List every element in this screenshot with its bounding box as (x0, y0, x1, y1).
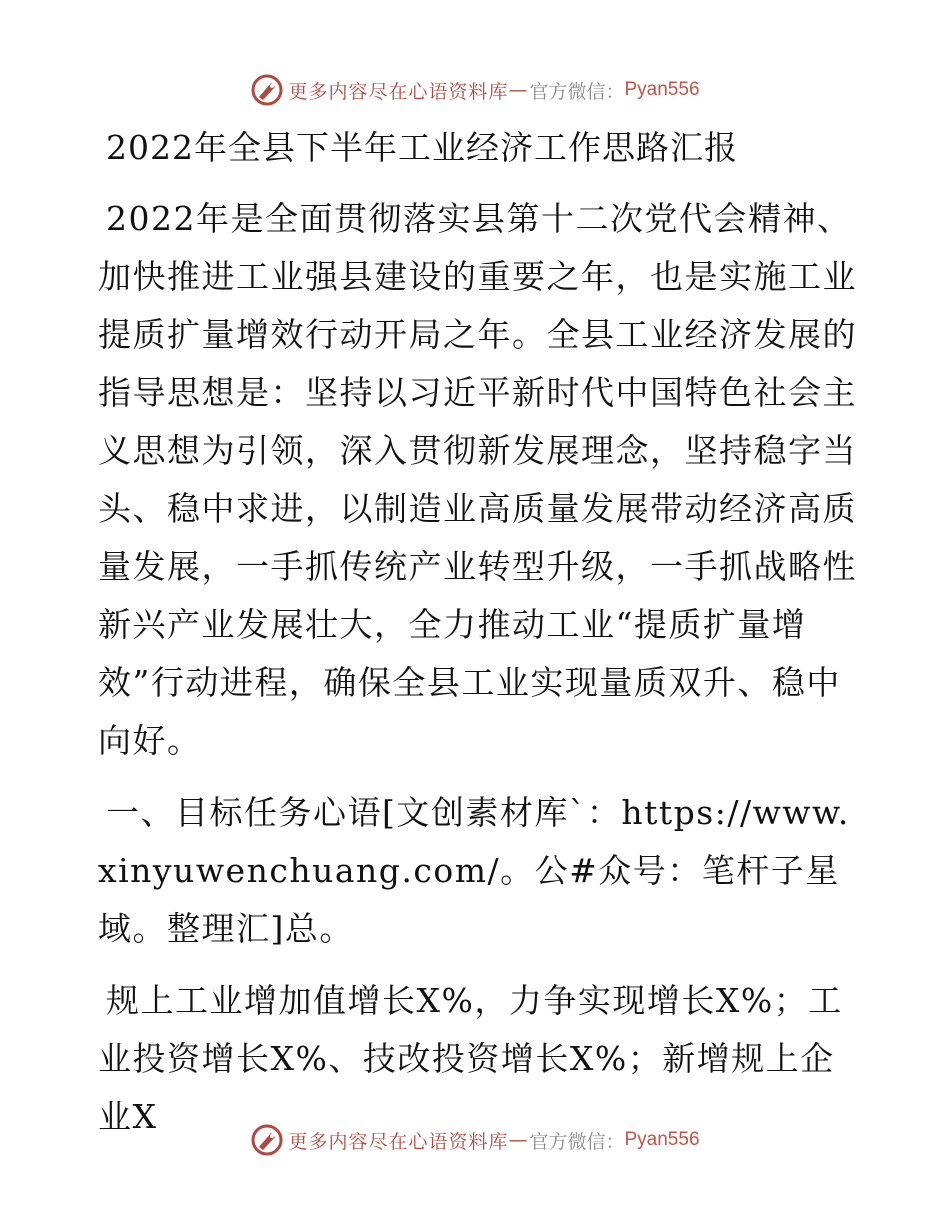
watermark-wechat-id: Pyan556 (624, 79, 700, 100)
watermark-banner-bottom (0, 1120, 950, 1160)
paragraph-intro: 2022年是全面贯彻落实县第十二次党代会精神、加快推进工业强县建设的重要之年，也是实施工业提质扩量增效行动开局之年。全县工业经济发展的指导思想是：坚持以习近平新时代中国特色社会主义思想为引领，深入贯彻新发展理念，坚持稳字当头、稳中求进，以制造业高质量发展带动经济高质量发展，一手抓传统产业转型升级，一手抓战略性新兴产业发展壮大，全力推动工业“提质扩量增效”行动进程，确保全县工业实现量质双升、稳中向好。 (98, 199, 857, 760)
pen-nib-logo-icon (250, 73, 284, 107)
document-title: 2022年全县下半年工业经济工作思路汇报 (106, 128, 738, 167)
watermark-wechat-id: Pyan556 (624, 1129, 700, 1150)
paragraph-targets: 规上工业增加值增长X%，力争实现增长X%；工业投资增长X%、技改投资增长X%；新增规上企业X (98, 981, 843, 1136)
pen-nib-logo-icon (250, 1123, 284, 1157)
watermark-banner-top (0, 70, 950, 110)
document-body (98, 122, 858, 1160)
paragraph-section-heading: 一、目标任务心语[文创素材库`：https://www.xinyuwenchuang.com/。公#众号：笔杆子星域。整理汇]总。 (98, 793, 850, 948)
watermark-site-text: 更多内容尽在心语资料库 (288, 1130, 509, 1153)
watermark-wechat-label: 官方微信： (529, 1130, 625, 1153)
watermark-separator: — (508, 1129, 528, 1151)
watermark-wechat-label: 官方微信： (529, 80, 625, 103)
watermark-site-text: 更多内容尽在心语资料库 (288, 80, 509, 103)
watermark-separator: — (508, 79, 528, 101)
